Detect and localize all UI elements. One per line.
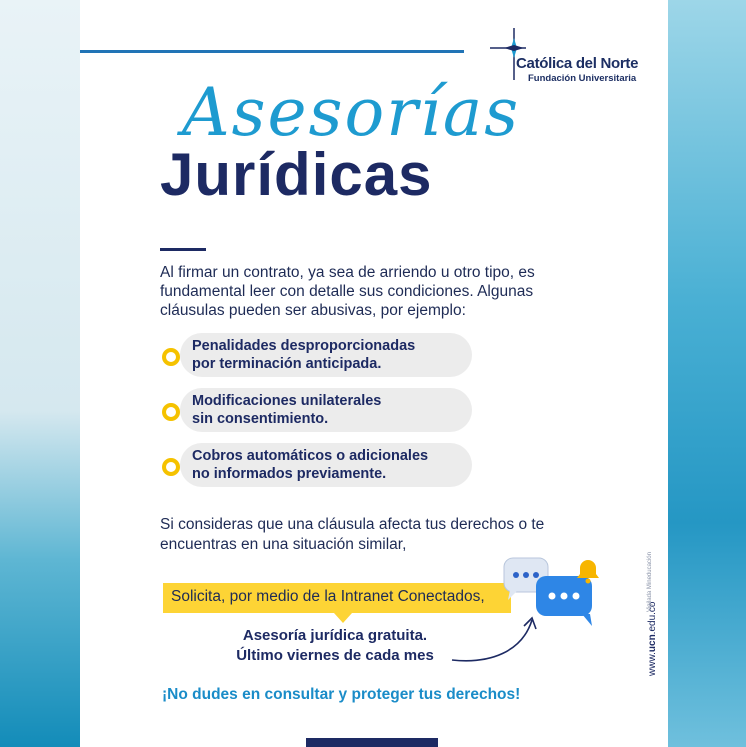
example-item: [180, 333, 472, 377]
title-divider: [160, 248, 206, 251]
footer-bar: [306, 738, 438, 747]
request-text: Solicita, por medio de la Intranet Conectados,: [171, 588, 485, 605]
highlight-pointer: [334, 613, 352, 623]
call-to-action: ¡No dudes en consultar y proteger tus derechos!: [162, 686, 521, 703]
yellow-bullet-icon: [162, 458, 180, 476]
url-domain: ucn: [647, 634, 658, 653]
service-line-1: Asesoría jurídica gratuita.: [242, 627, 428, 644]
url-prefix: www.: [647, 652, 658, 676]
header-rule: [80, 50, 464, 53]
example-text: Cobros automáticos o adicionales no informados previamente.: [192, 448, 429, 482]
request-highlight: [163, 583, 511, 613]
intro-paragraph: Al firmar un contrato, ya sea de arriendo u otro tipo, es fundamental leer con detalle sus condiciones. Algunas cláusulas pueden ser abusivas, por ejemplo:: [160, 264, 535, 319]
curved-arrow-icon: [450, 614, 542, 666]
service-info: [229, 626, 441, 666]
example-item: [180, 443, 472, 487]
brand-subtitle: Fundación Universitaria: [528, 73, 637, 84]
example-text: Penalidades desproporcionadas por terminación anticipada.: [192, 338, 416, 372]
website-url[interactable]: [647, 602, 658, 677]
background-right-water: [668, 0, 746, 747]
example-item: [180, 388, 472, 432]
service-line-2: Último viernes de cada mes: [236, 647, 434, 664]
regulatory-note: Vigilada Mineducación: [647, 552, 653, 612]
yellow-bullet-icon: [162, 348, 180, 366]
followup-paragraph: Si consideras que una cláusula afecta tus derechos o te encuentras en una situación similar,: [160, 516, 545, 553]
yellow-bullet-icon: [162, 403, 180, 421]
brand-name: Católica del Norte: [516, 55, 639, 72]
title-script: Asesorías: [182, 74, 521, 151]
url-suffix: .edu.co: [647, 601, 658, 635]
example-text: Modificaciones unilaterales sin consentimiento.: [192, 393, 382, 427]
background-left-water: [0, 0, 80, 747]
page-title: Jurídicas: [160, 141, 433, 208]
